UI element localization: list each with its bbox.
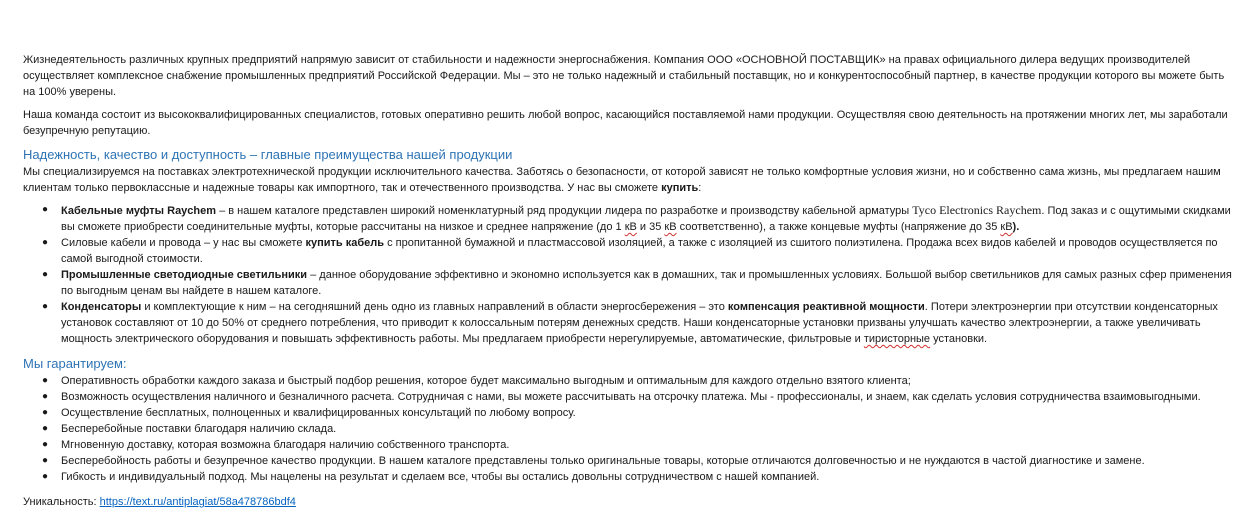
uniqueness-link[interactable]: https://text.ru/antiplagiat/58a478786bdf4 xyxy=(99,496,296,508)
item-title: Промышленные светодиодные светильники xyxy=(61,269,308,281)
bullet-icon: ● xyxy=(41,471,49,482)
list-item xyxy=(23,389,1238,405)
brand-name: Tyco Electronics Raychem xyxy=(912,203,1042,217)
item-text: – данное оборудование эффективно и экономно используется как в домашних, так и промышленных условиях. Большой выбор светильников для самых разных сфер применения по выгодным ценам вы найдете в нашем каталоге. xyxy=(61,269,1232,297)
item-bold-phrase: компенсация реактивной мощности xyxy=(727,301,925,313)
bullet-icon: ● xyxy=(41,407,49,418)
spellcheck-word: кВ xyxy=(664,221,677,233)
list-item-lights xyxy=(23,267,1238,299)
advantages-intro-text: Мы специализируемся на поставках электротехнической продукции исключительного качества. Заботясь о безопасности, от которой зависят не только комфортные условия жизни, но и собственно сама жизнь, мы предлагаем нашим клиентам только первоклассные и надежные товары как импортного, так и отечественного производства. У нас вы сможете xyxy=(23,166,1221,194)
item-text: и 35 xyxy=(636,221,665,233)
list-item xyxy=(23,405,1238,421)
advantages-intro-bold: купить xyxy=(661,182,699,194)
list-item-text: Осуществление бесплатных, полноценных и квалифицированных консультаций по любому вопросу. xyxy=(61,407,576,419)
list-item-text: Бесперебойные поставки благодаря наличию склада. xyxy=(61,423,337,435)
bullet-icon: ● xyxy=(41,439,49,450)
uniqueness-line xyxy=(23,494,1238,510)
bullet-icon: ● xyxy=(41,423,49,434)
list-item-text: Возможность осуществления наличного и безналичного расчета. Сотрудничая с нами, вы можете рассчитывать на отсрочку платежа. Мы - профессионалы, и знаем, как сделать условия сотрудничества взаимовыгодными. xyxy=(61,391,1201,403)
guarantee-heading: Мы гарантируем: xyxy=(23,356,127,371)
list-item xyxy=(23,437,1238,453)
intro-paragraph-2: Наша команда состоит из высококвалифицированных специалистов, готовых оперативно решить любой вопрос, касающийся поставляемой нами продукции. Осуществляя свою деятельность на протяжении многих лет, мы заработали безупречную репутацию. xyxy=(23,109,1228,137)
item-text: . Под заказ и с ощутимыми скидками вы сможете приобрести соединительные муфты, которые рассчитаны на низкое и среднее напряжение (до 1 xyxy=(61,205,1231,233)
bullet-icon: ● xyxy=(41,375,49,386)
spellcheck-word: тиристорные xyxy=(863,333,931,345)
list-item xyxy=(23,373,1238,389)
item-text: – в нашем каталоге представлен широкий номенклатурный ряд продукции лидера по разработке и производству кабельной арматуры xyxy=(216,205,913,217)
list-item xyxy=(23,453,1238,469)
item-text: Силовые кабели и провода – у нас вы сможете xyxy=(61,237,306,249)
bullet-icon: ● xyxy=(41,269,49,280)
list-item-text: Мгновенную доставку, которая возможна благодаря наличию собственного транспорта. xyxy=(61,439,510,451)
bullet-icon: ● xyxy=(41,391,49,402)
spellcheck-word: кВ xyxy=(1000,221,1013,233)
uniqueness-label: Уникальность: xyxy=(23,496,100,508)
item-text: соответственно), а также концевые муфты (напряжение до 35 xyxy=(676,221,1001,233)
list-item-raychem xyxy=(23,202,1238,235)
list-item-capacitors xyxy=(23,299,1238,347)
bullet-icon: ● xyxy=(41,301,49,312)
bullet-icon: ● xyxy=(41,237,49,248)
intro-paragraph-1: Жизнедеятельность различных крупных предприятий напрямую зависит от стабильности и надежности энергоснабжения. Компания ООО «ОСНОВНОЙ ПОСТАВЩИК» на правах официального дилера ведущих производителей осуществляет комплексное снабжение промышленных предприятий Российской Федерации. Мы – это не только надежный и стабильный поставщик, но и конкурентоспособный партнер, в качестве продукции которого вы можете быть на 100% уверены. xyxy=(23,54,1225,98)
item-title: Кабельные муфты Raychem xyxy=(61,205,217,217)
list-item xyxy=(23,421,1238,437)
list-item-text: Оперативность обработки каждого заказа и быстрый подбор решения, которое будет максимально выгодным и оптимальным для каждого отдельно взятого клиента; xyxy=(61,375,911,387)
list-item xyxy=(23,469,1238,485)
spellcheck-word: кВ xyxy=(624,221,637,233)
item-title: Конденсаторы xyxy=(61,301,142,313)
guarantee-list xyxy=(23,373,1238,485)
advantages-intro-end: : xyxy=(698,182,702,194)
advantages-list xyxy=(23,202,1238,347)
item-text: ). xyxy=(1012,221,1020,233)
item-text: с пропитанной бумажной и пластмассовой изоляцией, а также с изоляцией из сшитого полиэтилена. Продажа всех видов кабелей и проводов осуществляется по самой выгодной стоимости. xyxy=(61,237,1218,265)
advantages-intro xyxy=(23,164,1238,196)
item-bold-link-text: купить кабель xyxy=(305,237,385,249)
document-body xyxy=(23,52,1238,510)
list-item-cables xyxy=(23,235,1238,267)
list-item-text: Гибкость и индивидуальный подход. Мы нацелены на результат и сделаем все, чтобы вы остались довольны сотрудничеством с нашей компанией. xyxy=(61,471,820,483)
list-item-text: Бесперебойность работы и безупречное качество продукции. В нашем каталоге представлены только оригинальные товары, которые отличаются долговечностью и не нуждаются в частой диагностике и замене. xyxy=(61,455,1145,467)
bullet-icon: ● xyxy=(41,455,49,466)
bullet-icon: ● xyxy=(41,204,49,215)
item-text: . Потери электроэнергии при отсутствии конденсаторных установок составляют от 10 до 50% от среднего потребления, что приводит к колоссальным потерям денежных средств. Наши конденсаторные установки призваны улучшать качество электроэнергии, а также увеличивать мощность электрического оборудования и повышать эффективность работы. Мы предлагаем приобрести нерегулируемые, автоматические, фильтровые и xyxy=(61,301,1218,345)
item-text: и комплектующие к ним – на сегодняшний день одно из главных направлений в области энергосбережения – это xyxy=(141,301,728,313)
item-text: установки. xyxy=(930,333,988,345)
advantages-heading: Надежность, качество и доступность – главные преимущества нашей продукции xyxy=(23,147,513,162)
